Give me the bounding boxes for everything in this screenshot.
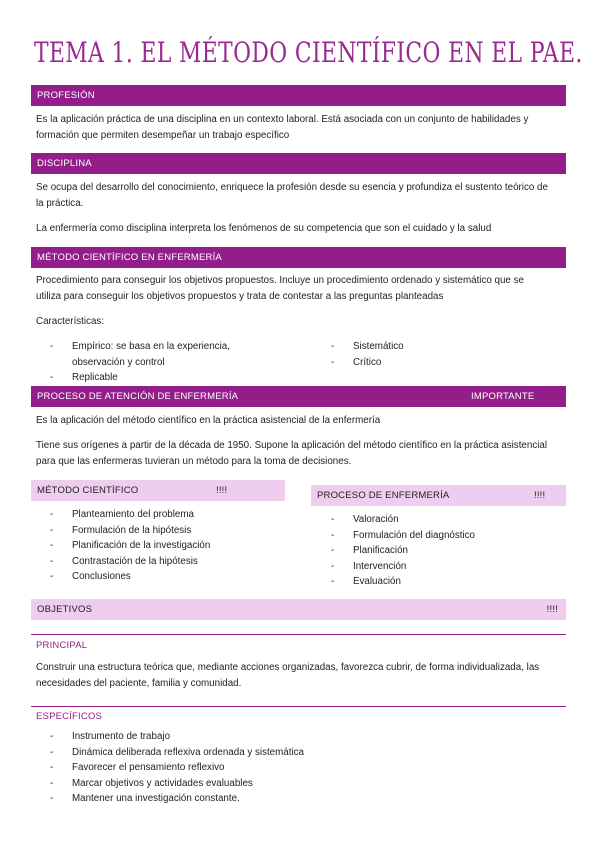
disciplina-text-2: La enfermería como disciplina interpreta los fenómenos de su competencia que son el cuidado y la salud — [36, 223, 492, 234]
metodo-cientifico-list — [50, 507, 210, 585]
caracteristicas-list-left — [50, 339, 230, 386]
proceso-text-1: Es la aplicación del método científico en la práctica asistencial de la enfermería — [36, 415, 381, 426]
principal-text — [36, 660, 571, 692]
especificos-list — [50, 729, 304, 807]
list-item: - Instrumento de trabajo — [50, 731, 171, 742]
importante-badge: IMPORTANTE — [471, 391, 535, 402]
subsection-label: MÉTODO CIENTÍFICO — [37, 485, 139, 496]
principal-heading: PRINCIPAL — [36, 640, 88, 651]
proceso-enfermeria-list — [331, 512, 475, 590]
list-item-continued: observación y control — [72, 356, 165, 368]
metodo-text — [36, 273, 571, 305]
section-header-label: OBJETIVOS — [37, 604, 93, 615]
list-item: - Formulación del diagnóstico — [331, 529, 475, 541]
text-line: formación que permiten desempeñar un trabajo específico — [36, 130, 290, 141]
list-item: - Planificación de la investigación — [50, 540, 211, 551]
list-item: - Evaluación — [331, 576, 401, 587]
list-item: - Empírico: se basa en la experiencia, — [50, 341, 230, 352]
section-header-objetivos — [31, 599, 566, 620]
list-item: - Favorecer el pensamiento reflexivo — [50, 762, 225, 773]
especificos-heading: ESPECÍFICOS — [36, 711, 103, 722]
divider — [31, 634, 566, 635]
disciplina-text — [36, 180, 571, 212]
exclamation-mark: !!!! — [534, 490, 546, 501]
text-line: la práctica. — [36, 198, 84, 209]
text-line: utiliza para conseguir los objetivos propuestos y trata de contestar a las preguntas planteadas — [36, 291, 444, 302]
list-item: - Contrastación de la hipótesis — [50, 555, 198, 567]
text-line: Se ocupa del desarrollo del conocimiento, enriquece la profesión desde su esencia y profundiza el sustento teórico de — [36, 182, 548, 193]
subsection-header-proceso-enfermeria — [311, 485, 566, 506]
list-item: - Mantener una investigación constante. — [50, 793, 240, 804]
text-line: Construir una estructura teórica que, mediante acciones organizadas, favorezca cubrir, de forma individualizada, las — [36, 662, 540, 673]
caracteristicas-list-right — [331, 339, 404, 370]
text-line: Es la aplicación práctica de una disciplina en un contexto laboral. Está asociada con un conjunto de habilidades y — [36, 114, 529, 125]
list-item: - Dinámica deliberada reflexiva ordenada y sistemática — [50, 746, 304, 758]
list-item: - Conclusiones — [50, 571, 131, 582]
text-line: Tiene sus orígenes a partir de la década de 1950. Supone la aplicación del método científico en la práctica asistencial — [36, 440, 548, 451]
subsection-header-metodo-cientifico — [31, 480, 285, 501]
list-item: - Planteamiento del problema — [50, 509, 194, 520]
list-item: - Crítico — [331, 356, 382, 368]
list-item: - Formulación de la hipótesis — [50, 524, 192, 536]
section-header-disciplina: DISCIPLINA — [31, 153, 566, 174]
subsection-label: PROCESO DE ENFERMERÍA — [317, 490, 450, 501]
exclamation-mark: !!!! — [216, 485, 228, 496]
list-item: - Marcar objetivos y actividades evaluables — [50, 777, 253, 789]
proceso-text-2 — [36, 438, 571, 470]
divider — [31, 706, 566, 707]
caracteristicas-label: Características: — [36, 316, 105, 327]
list-item: - Planificación — [331, 545, 409, 556]
page-title: TEMA 1. EL MÉTODO CIENTÍFICO EN EL PAE. — [34, 36, 583, 69]
list-item: - Valoración — [331, 514, 399, 525]
text-line: Procedimiento para conseguir los objetivos propuestos. Incluye un procedimiento ordenado y sistemático que se — [36, 275, 524, 286]
section-header-proceso — [31, 386, 566, 407]
list-item: - Sistemático — [331, 341, 404, 352]
section-header-metodo: MÉTODO CIENTÍFICO EN ENFERMERÍA — [31, 247, 566, 268]
text-line: necesidades del paciente, familia y comunidad. — [36, 678, 242, 689]
list-item: - Replicable — [50, 372, 118, 383]
section-header-label: PROCESO DE ATENCIÓN DE ENFERMERÍA — [37, 391, 239, 402]
profesion-text — [36, 112, 571, 144]
text-line: para que las enfermeras tuvieran un método para la toma de decisiones. — [36, 456, 352, 467]
section-header-profesion: PROFESIÓN — [31, 85, 566, 106]
exclamation-mark: !!!! — [546, 604, 558, 615]
list-item: - Intervención — [331, 560, 407, 572]
